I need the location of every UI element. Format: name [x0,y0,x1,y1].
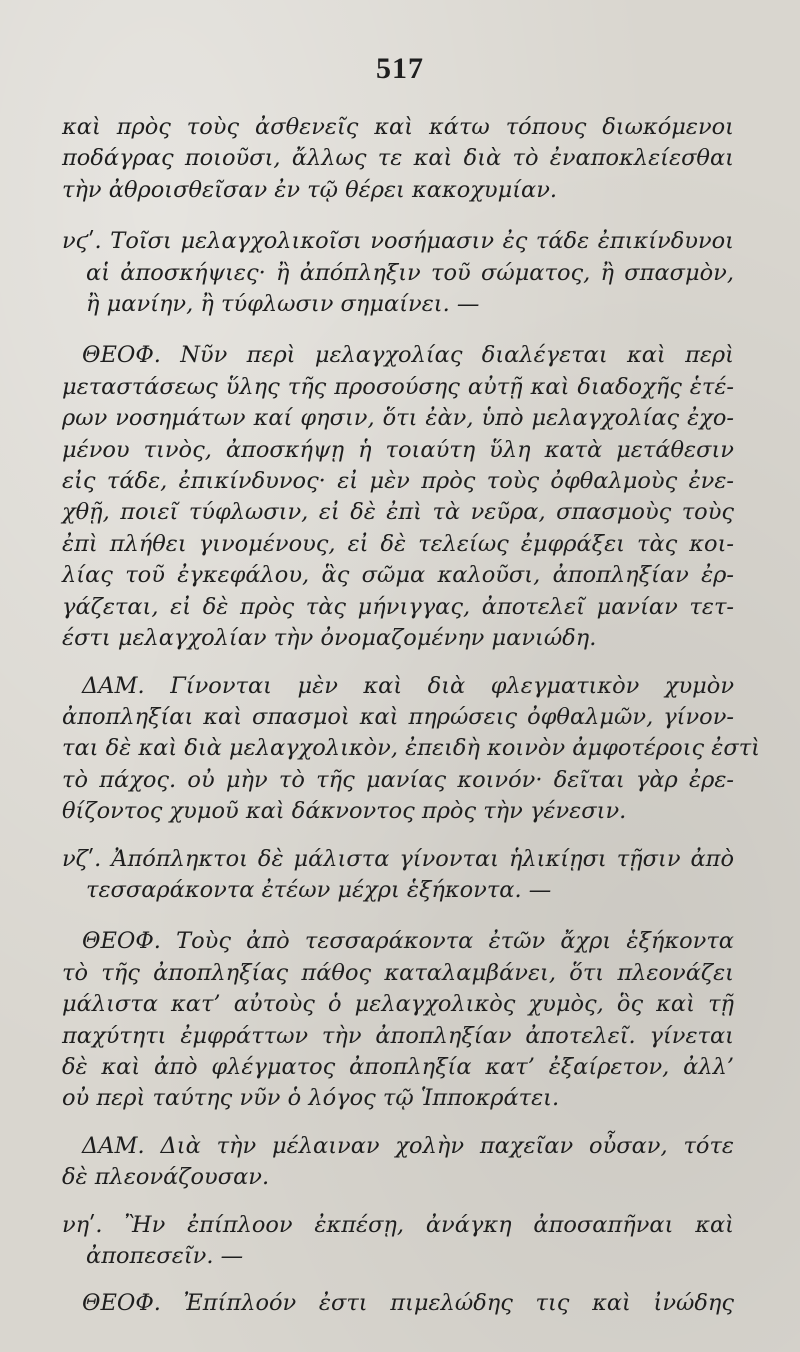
text-line: ΘΕΟΦ. Νῦν περὶ μελαγχολίας διαλέγεται καὶ περὶ [82,342,734,369]
text-line: ΘΕΟΦ. Τοὺς ἀπὸ τεσσαράκοντα ἐτῶν ἄχρι ἑξήκοντα [82,928,734,955]
text-line: μένου τινὸς, ἀποσκήψῃ ἡ τοιαύτη ὕλη κατὰ μετάθεσιν [62,436,734,463]
text-line: χθῇ, ποιεῖ τύφλωσιν, εἰ δὲ ἐπὶ τὰ νεῦρα, σπασμοὺς τοὺς [62,499,734,526]
aphorism-57 [62,844,734,907]
text-line: νηʹ. Ἢν ἐπίπλοον ἐκπέσῃ, ἀνάγκη ἀποσαπῆναι καὶ [62,1211,734,1238]
text-line: ἀποπεσεῖν. — [86,1243,244,1269]
text-line: ἀποπληξίαι καὶ σπασμοὶ καὶ πηρώσεις ὀφθαλμῶν, γίνον- [62,703,734,730]
text-line: τεσσαράκοντα ἐτέων μέχρι ἑξήκοντα. — [86,876,552,903]
paragraph-continuation [62,112,734,206]
page-number: 517 [376,52,424,85]
text-line: ΔΑΜ. Διὰ τὴν μέλαιναν χολὴν παχεῖαν οὖσαν, τότε [82,1132,734,1159]
commentary-theophilus-1 [62,340,734,654]
aphorism-56 [62,226,734,320]
text-line: τὸ τῆς ἀποπληξίας πάθος καταλαμβάνει, ὅτι πλεονάζει [62,959,734,986]
text-line: λίας τοῦ ἐγκεφάλου, ἃς σῶμα καλοῦσι, ἀποπληξίαν ἐρ- [62,562,734,589]
text-line: νζʹ. Ἀπόπληκτοι δὲ μάλιστα γίνονται ἡλικίῃσι τῇσιν ἀπὸ [62,845,734,872]
commentary-damascius-1 [62,671,760,828]
text-line: έστι μελαγχολίαν τὴν ὀνομαζομένην μανιώδη. [62,625,597,652]
text-line: ἢ μανίην, ἢ τύφλωσιν σημαίνει. — [86,291,480,318]
text-line: παχύτητι ἐμφράττων τὴν ἀποπληξίαν ἀποτελεῖ. γίνεται [62,1022,734,1049]
text-line: ΔΑΜ. Γίνονται μὲν καὶ διὰ φλεγματικὸν χυμὸν [82,672,734,699]
commentary-theophilus-3 [62,1288,734,1319]
text-line: γάζεται, εἰ δὲ πρὸς τὰς μήνιγγας, ἀποτελεῖ μανίαν τετ- [62,593,734,620]
text-line: δὲ καὶ ἀπὸ φλέγματος ἀποπληξία κατ’ ἐξαίρετον, ἀλλ’ [62,1053,734,1080]
text-line: εἰς τάδε, ἐπικίνδυνος· εἰ μὲν πρὸς τοὺς ὀφθαλμοὺς ἐνε- [62,468,734,495]
text-line: δὲ πλεονάζουσαν. [62,1164,270,1191]
text-line: ται δὲ καὶ διὰ μελαγχολικὸν, ἐπειδὴ κοινὸν ἀμφοτέροις ἐστὶ [62,735,760,762]
text-line: μεταστάσεως ὕλης τῆς προσούσης αὐτῇ καὶ διαδοχῆς ἑτέ- [62,373,734,400]
page-body-text [62,112,760,1320]
text-line: αἱ ἀποσκήψιες· ἢ ἀπόπληξιν τοῦ σώματος, ἢ σπασμὸν, [86,259,734,286]
text-line: ποδάγρας ποιοῦσι, ἄλλως τε καὶ διὰ τὸ ἐναποκλείεσθαι [62,145,734,172]
text-line: νϛʹ. Τοῖσι μελαγχολικοῖσι νοσήμασιν ἐς τάδε ἐπικίνδυνοι [62,228,734,255]
text-line: καὶ πρὸς τοὺς ἀσθενεῖς καὶ κάτω τόπους διωκόμενοι [62,114,734,140]
text-line: θίζοντος χυμοῦ καὶ δάκνοντος πρὸς τὴν γένεσιν. [62,798,627,825]
text-line: ἐπὶ πλήθει γινομένους, εἰ δὲ τελείως ἐμφράξει τὰς κοι- [62,530,734,557]
text-line: τὴν ἀθροισθεῖσαν ἐν τῷ θέρει κακοχυμίαν. [62,176,558,203]
commentary-damascius-2 [62,1131,734,1194]
aphorism-58 [62,1210,734,1273]
text-line: τὸ πάχος. οὐ μὴν τὸ τῆς μανίας κοινόν· δεῖται γὰρ ἐρε- [62,766,734,793]
text-line: μάλιστα κατ’ αὐτοὺς ὁ μελαγχολικὸς χυμὸς, ὃς καὶ τῇ [62,991,734,1018]
text-line: οὐ περὶ ταύτης νῦν ὁ λόγος τῷ Ἱπποκράτει. [62,1085,560,1112]
text-line: ΘΕΟΦ. Ἐπίπλοόν ἐστι πιμελώδης τις καὶ ἰνώδης [82,1290,734,1317]
commentary-theophilus-2 [62,926,734,1114]
text-line: ρων νοσημάτων καί φησιν, ὅτι ἐὰν, ὑπὸ μελαγχολίας ἐχο- [62,405,734,432]
